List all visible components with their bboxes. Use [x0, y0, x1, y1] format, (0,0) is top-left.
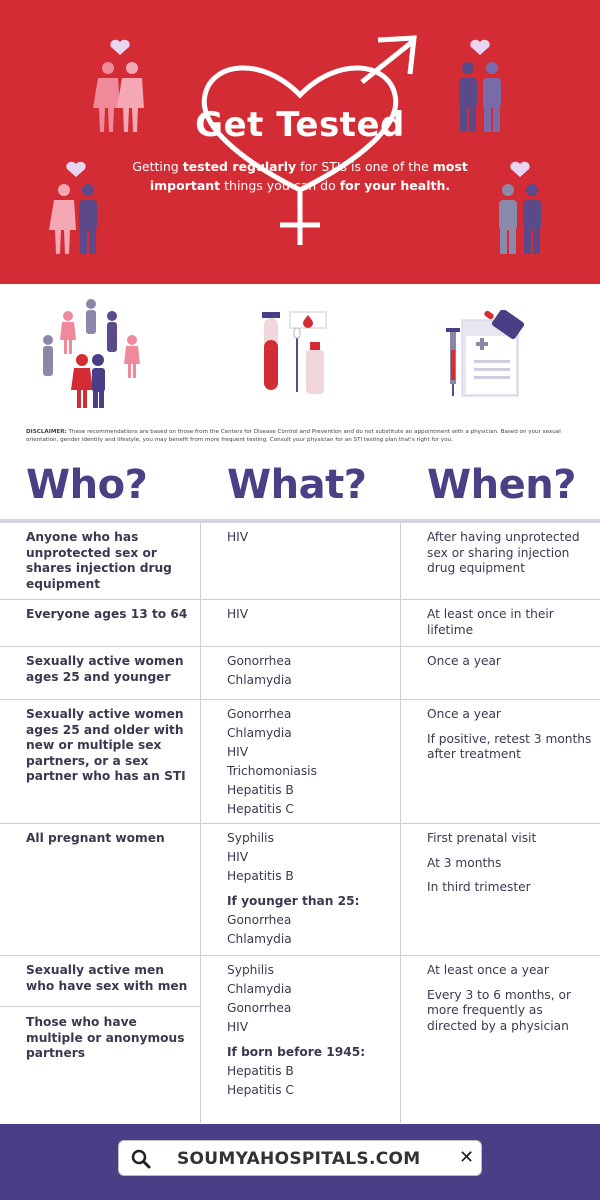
hero-subtitle-part: for your health.	[339, 178, 451, 193]
people-group-icon	[36, 298, 146, 410]
what-item: Syphilis	[227, 963, 274, 977]
heading-who: Who?	[26, 462, 148, 508]
when-item: Every 3 to 6 months, or more frequently as directed by a physician	[427, 987, 571, 1033]
what-item: Gonorrhea	[227, 1001, 292, 1015]
what-cell	[227, 652, 392, 690]
disclaimer	[26, 428, 576, 444]
heading-divider	[0, 519, 600, 523]
medical-records-icon	[444, 310, 536, 400]
blood-test-icon	[258, 310, 338, 400]
what-item: Trichomoniasis	[227, 764, 317, 778]
hero-subtitle-part: things you can do	[220, 178, 340, 193]
when-item: At least once in their lifetime	[427, 607, 554, 637]
what-item: Hepatitis C	[227, 1083, 294, 1097]
what-item: Chlamydia	[227, 982, 292, 996]
search-text[interactable]: SOUMYAHOSPITALS.COM	[177, 1149, 421, 1169]
heading-when: When?	[427, 462, 576, 508]
what-item: Hepatitis B	[227, 783, 294, 797]
when-item: Once a year	[427, 654, 501, 668]
what-item: Chlamydia	[227, 932, 292, 946]
who-cell: Sexually active women ages 25 and older with new or multiple sex partners, or a sex partner who has an STI	[26, 707, 186, 783]
close-icon[interactable]: ✕	[459, 1147, 475, 1168]
row-subdivider	[0, 1006, 200, 1007]
hero-subtitle-part: tested regularly	[182, 159, 297, 174]
hero-banner	[0, 0, 600, 284]
when-item: If positive, retest 3 months after treatment	[427, 731, 592, 761]
what-cell	[227, 829, 392, 949]
who-cell: All pregnant women	[26, 831, 165, 845]
disclaimer-text: These recommendations are based on those from the Centers for Disease Control and Prevention and do not substitute an appointment with a physician. Based on your sexual orientation, gender identity and lifestyle, you may benefit from more frequent testing. Consult your physician for an STI testing plan that's right for you.	[26, 429, 561, 443]
hero-subtitle-part: Getting	[132, 159, 183, 174]
what-condition: If born before 1945:	[227, 1045, 366, 1059]
what-item: Chlamydia	[227, 726, 292, 740]
hero-subtitle	[100, 157, 500, 195]
what-item: Gonorrhea	[227, 654, 292, 668]
what-item: Syphilis	[227, 831, 274, 845]
what-item: Gonorrhea	[227, 913, 292, 927]
what-item: Hepatitis B	[227, 869, 294, 883]
heading-what: What?	[227, 462, 367, 508]
when-item: After having unprotected sex or sharing injection drug equipment	[427, 530, 580, 575]
who-cell: Anyone who has unprotected sex or shares injection drug equipment	[26, 530, 172, 591]
disclaimer-label: DISCLAIMER:	[26, 429, 67, 435]
row-divider	[0, 599, 600, 600]
when-item: At least once a year	[427, 963, 549, 977]
who-cell: Those who have multiple or anonymous partners	[26, 1015, 185, 1060]
what-item: Chlamydia	[227, 673, 292, 687]
who-cell: Everyone ages 13 to 64	[26, 607, 188, 621]
what-cell	[227, 528, 392, 547]
hero-subtitle-part: most important	[149, 159, 468, 193]
what-item: HIV	[227, 530, 249, 544]
who-cell: Sexually active men who have sex with men	[26, 963, 188, 993]
what-item: HIV	[227, 850, 249, 864]
when-cell	[427, 654, 592, 679]
what-item: Hepatitis B	[227, 1064, 294, 1078]
what-condition: If younger than 25:	[227, 894, 360, 908]
when-item: At 3 months	[427, 855, 502, 870]
row-divider	[0, 955, 600, 956]
search-icon[interactable]	[131, 1149, 151, 1169]
when-cell	[427, 607, 592, 647]
what-item: Gonorrhea	[227, 707, 292, 721]
what-item: HIV	[227, 1020, 249, 1034]
when-cell	[427, 831, 592, 905]
when-cell	[427, 530, 592, 586]
illustration-row	[0, 284, 600, 424]
what-item: HIV	[227, 745, 249, 759]
what-cell	[227, 705, 392, 819]
what-cell	[227, 961, 392, 1100]
row-divider	[0, 823, 600, 824]
hero-subtitle-part: for STIs is one of the	[296, 159, 433, 174]
couple-mixed-icon	[46, 160, 106, 258]
what-item: Hepatitis C	[227, 802, 294, 816]
what-cell	[227, 605, 392, 624]
when-item: Once a year	[427, 707, 501, 721]
when-cell	[427, 707, 592, 772]
who-cell: Sexually active women ages 25 and younger	[26, 654, 184, 684]
when-cell	[427, 963, 592, 1043]
when-item: In third trimester	[427, 880, 531, 894]
page-title: Get Tested	[195, 105, 405, 145]
what-item: HIV	[227, 607, 249, 621]
row-divider	[0, 699, 600, 700]
when-item: First prenatal visit	[427, 831, 537, 845]
search-bar[interactable]	[118, 1140, 482, 1176]
